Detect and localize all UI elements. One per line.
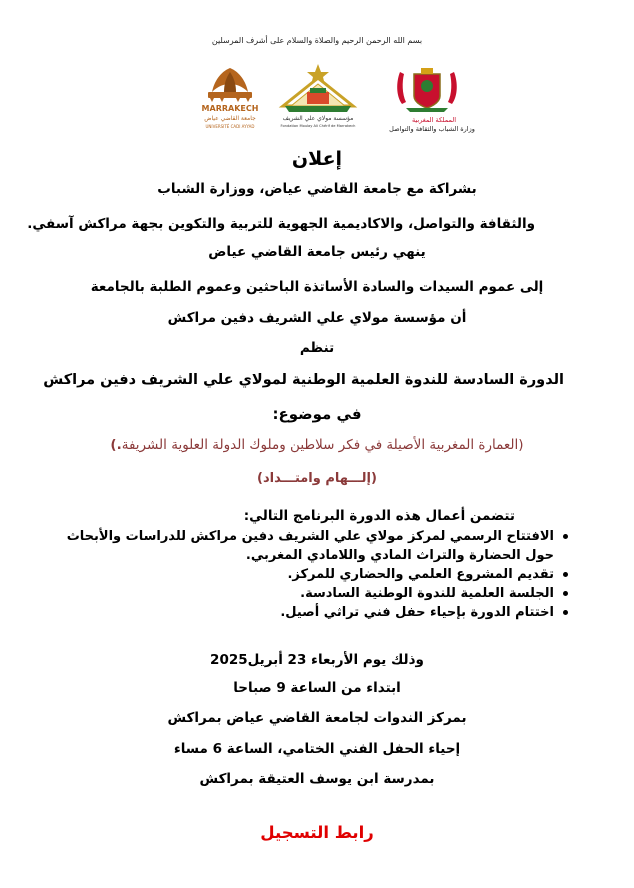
program-item bbox=[34, 527, 554, 565]
closing-ceremony: إحياء الحفل الفني الختامي، الساعة 6 مساء bbox=[173, 741, 461, 757]
subject-open-paren: ( bbox=[518, 437, 524, 453]
announcement-title: إعلان bbox=[291, 148, 343, 170]
bullet-icon bbox=[563, 610, 568, 615]
program-item bbox=[34, 565, 554, 584]
cadi-ayyad-university-logo bbox=[190, 62, 270, 134]
bismillah: بسم الله الرحمن الرحيم والصلاة والسلام على أشرف المرسلين bbox=[211, 36, 423, 45]
ministry-coat-of-arms-logo bbox=[388, 66, 475, 134]
subject-text: العمارة المغربية الأصيلة في فكر سلاطين وملوك الدولة العلوية الشريفة bbox=[121, 437, 519, 453]
svg-text:MARRAKECH: MARRAKECH bbox=[201, 104, 259, 113]
svg-text:جامعة القاضي عياض: جامعة القاضي عياض bbox=[204, 115, 256, 122]
program-item bbox=[34, 603, 554, 622]
program-intro: تتضمن أعمال هذه الدورة البرنامج التالي: bbox=[243, 508, 515, 524]
svg-text:المملكة المغربية: المملكة المغربية bbox=[411, 116, 457, 124]
program-item bbox=[34, 584, 554, 603]
organizes-line: تنظم bbox=[299, 340, 335, 356]
registration-link[interactable]: رابط التسجيل bbox=[260, 823, 374, 842]
moulay-ali-cherif-foundation-logo bbox=[277, 62, 359, 130]
subject-close-paren: .) bbox=[110, 437, 122, 453]
svg-text:UNIVERSITÉ CADI AYYAD: UNIVERSITÉ CADI AYYAD bbox=[205, 124, 255, 129]
program-item-text: تقديم المشروع العلمي والحضاري للمركز. bbox=[287, 567, 554, 582]
event-venue: بمركز الندوات لجامعة القاضي عياض بمراكش bbox=[167, 710, 467, 726]
audience-line: إلى عموم السيدات والسادة الأساتذة الباحثين وعموم الطلبة بالجامعة bbox=[90, 279, 544, 295]
bullet-icon bbox=[563, 534, 568, 539]
bullet-icon bbox=[563, 591, 568, 596]
program-item-text: اختتام الدورة بإحياء حفل فني تراثي أصيل. bbox=[280, 605, 554, 620]
program-item-text: الجلسة العلمية للندوة الوطنية السادسة. bbox=[300, 586, 554, 601]
foundation-line: أن مؤسسة مولاي علي الشريف دفين مراكش bbox=[167, 310, 467, 326]
subject-subtitle: (إلـــهام وامتـــداد) bbox=[257, 471, 377, 486]
edition-line: الدورة السادسة للندوة العلمية الوطنية لمولاي علي الشريف دفين مراكش bbox=[43, 372, 564, 388]
event-time: ابتداء من الساعة 9 صباحا bbox=[233, 680, 401, 696]
bullet-icon bbox=[563, 572, 568, 577]
president-line: ينهي رئيس جامعة القاضي عياض bbox=[208, 244, 426, 260]
svg-text:Fondation Moulay Ali Chérif de: Fondation Moulay Ali Chérif de Marrakech bbox=[280, 124, 356, 128]
program-list bbox=[34, 527, 554, 622]
partnership-continuation: والثقافة والتواصل، والاكاديمية الجهوية للتربية والتكوين بجهة مراكش آسفي. bbox=[27, 216, 535, 232]
partnership-line: بشراكة مع جامعة القاضي عياض، ووزارة الشباب bbox=[157, 181, 477, 197]
svg-text:وزارة الشباب والثقافة والتواصل: وزارة الشباب والثقافة والتواصل bbox=[389, 125, 475, 133]
closing-venue: بمدرسة ابن يوسف العتيقة بمراكش bbox=[199, 771, 435, 787]
subject-line bbox=[0, 437, 634, 453]
event-date: وذلك يوم الأربعاء 23 أبريل2025 bbox=[210, 652, 424, 668]
on-topic-line: في موضوع: bbox=[272, 405, 362, 423]
svg-text:مؤسسة مولاي علي الشريف: مؤسسة مولاي علي الشريف bbox=[282, 115, 354, 122]
program-item-text: الافتتاح الرسمي لمركز مولاي علي الشريف دفين مراكش للدراسات والأبحاث حول الحضارة والتراث المادي واللامادي المغربي. bbox=[66, 529, 554, 563]
